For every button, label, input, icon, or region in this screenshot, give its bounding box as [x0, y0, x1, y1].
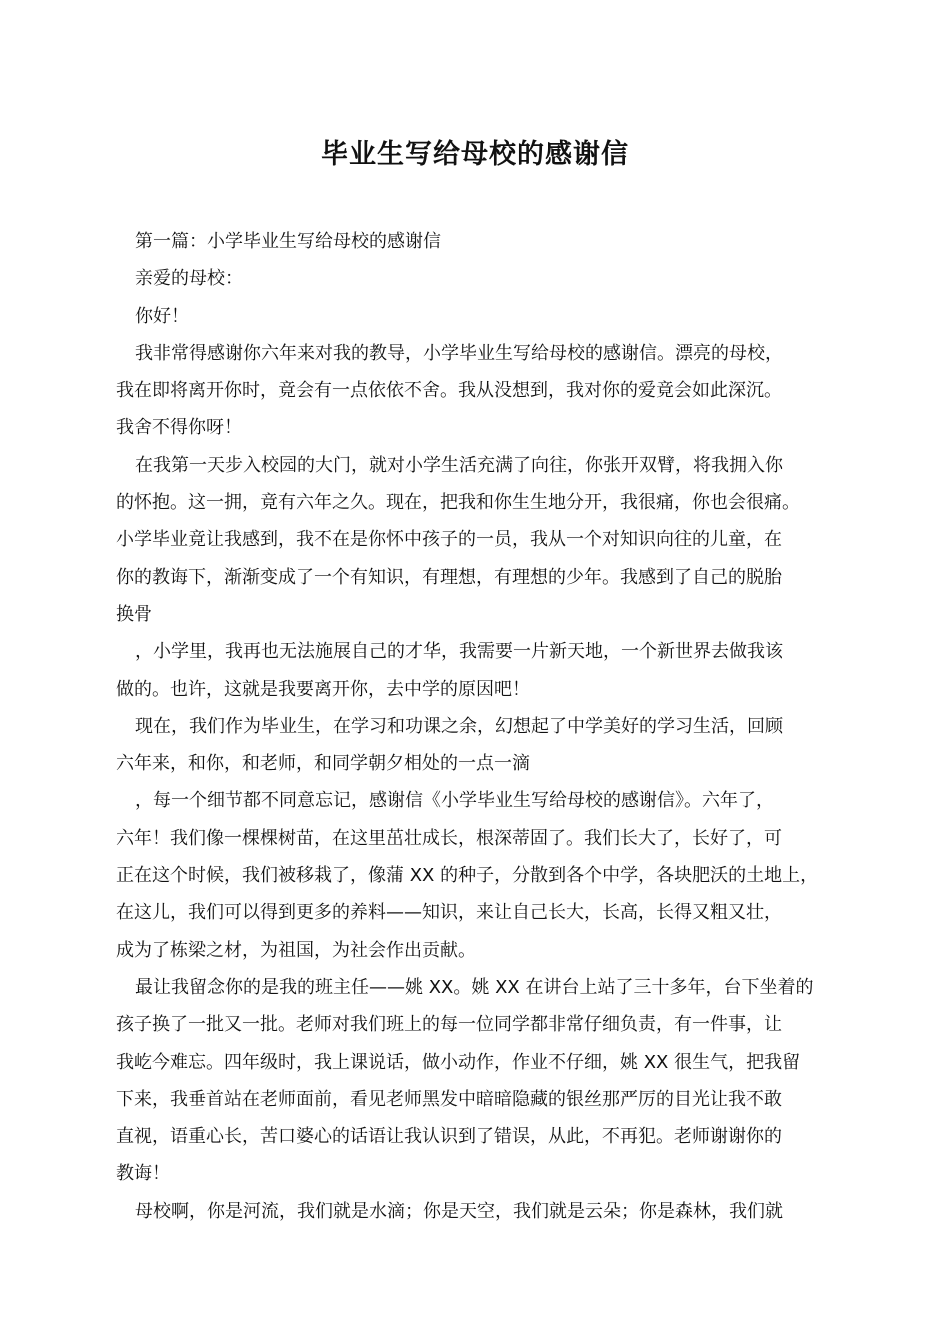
text-line: ，每一个细节都不同意忘记，感谢信《小学毕业生写给母校的感谢信》。六年了， — [135, 790, 774, 812]
text-line: 教诲！ — [116, 1163, 170, 1185]
text-line: 六年！我们像一棵棵树苗，在这里茁壮成长，根深蒂固了。我们长大了，长好了，可 — [116, 827, 782, 849]
text-line: 做的。也许，这就是我要离开你，去中学的原因吧！ — [116, 678, 530, 700]
document-title: 毕业生写给母校的感谢信 — [321, 139, 629, 170]
text-line: 我非常得感谢你六年来对我的教导，小学毕业生写给母校的感谢信。漂亮的母校， — [135, 342, 783, 364]
text-line: 直视，语重心长，苦口婆心的话语让我认识到了错误，从此，不再犯。老师谢谢你的 — [116, 1126, 782, 1148]
text-line: 现在，我们作为毕业生，在学习和功课之余，幻想起了中学美好的学习生活，回顾 — [135, 715, 783, 737]
text-line: 六年来，和你，和老师，和同学朝夕相处的一点一滴 — [116, 753, 530, 775]
text-line: 在我第一天步入校园的大门，就对小学生活充满了向往，你张开双臂，将我拥入你 — [135, 454, 783, 476]
text-line: 我屹今难忘。四年级时，我上课说话，做小动作，作业不仔细，姚 XX 很生气，把我留 — [116, 1051, 801, 1073]
text-line: 最让我留念你的是我的班主任——姚 XX。姚 XX 在讲台上站了三十多年，台下坐着的 — [135, 976, 814, 998]
text-line: 第一篇：小学毕业生写给母校的感谢信 — [135, 231, 441, 252]
text-line: 孩子换了一批又一批。老师对我们班上的每一位同学都非常仔细负责，有一件事，让 — [116, 1014, 782, 1036]
text-line: 在这儿，我们可以得到更多的养料——知识，来让自己长大，长高，长得又粗又壮， — [116, 902, 782, 924]
text-line: 正在这个时候，我们被移栽了，像蒲 XX 的种子，分散到各个中学，各块肥沃的土地上， — [116, 865, 819, 887]
text-line: 你的教诲下，渐渐变成了一个有知识，有理想，有理想的少年。我感到了自己的脱胎 — [116, 566, 782, 588]
text-line: 小学毕业竟让我感到，我不在是你怀中孩子的一员，我从一个对知识向往的儿童，在 — [116, 529, 782, 551]
text-line: 的怀抱。这一拥，竟有六年之久。现在，把我和你生生地分开，我很痛，你也会很痛。 — [116, 492, 800, 514]
document-body — [116, 223, 838, 1230]
text-line: 母校啊，你是河流，我们就是水滴；你是天空，我们就是云朵；你是森林，我们就 — [135, 1200, 783, 1222]
text-line: 我在即将离开你时，竟会有一点依依不舍。我从没想到，我对你的爱竟会如此深沉。 — [116, 380, 782, 402]
text-line: 亲爱的母校： — [135, 268, 243, 290]
text-line: 下来，我垂首站在老师面前，看见老师黑发中暗暗隐藏的银丝那严厉的目光让我不敢 — [116, 1088, 782, 1110]
text-line: 我舍不得你呀！ — [116, 417, 242, 439]
text-line: 你好！ — [135, 305, 189, 327]
text-line: 换骨 — [116, 603, 152, 625]
text-line: ，小学里，我再也无法施展自己的才华，我需要一片新天地，一个新世界去做我该 — [135, 641, 783, 663]
text-line: 成为了栋梁之材，为祖国，为社会作出贡献。 — [116, 939, 476, 961]
